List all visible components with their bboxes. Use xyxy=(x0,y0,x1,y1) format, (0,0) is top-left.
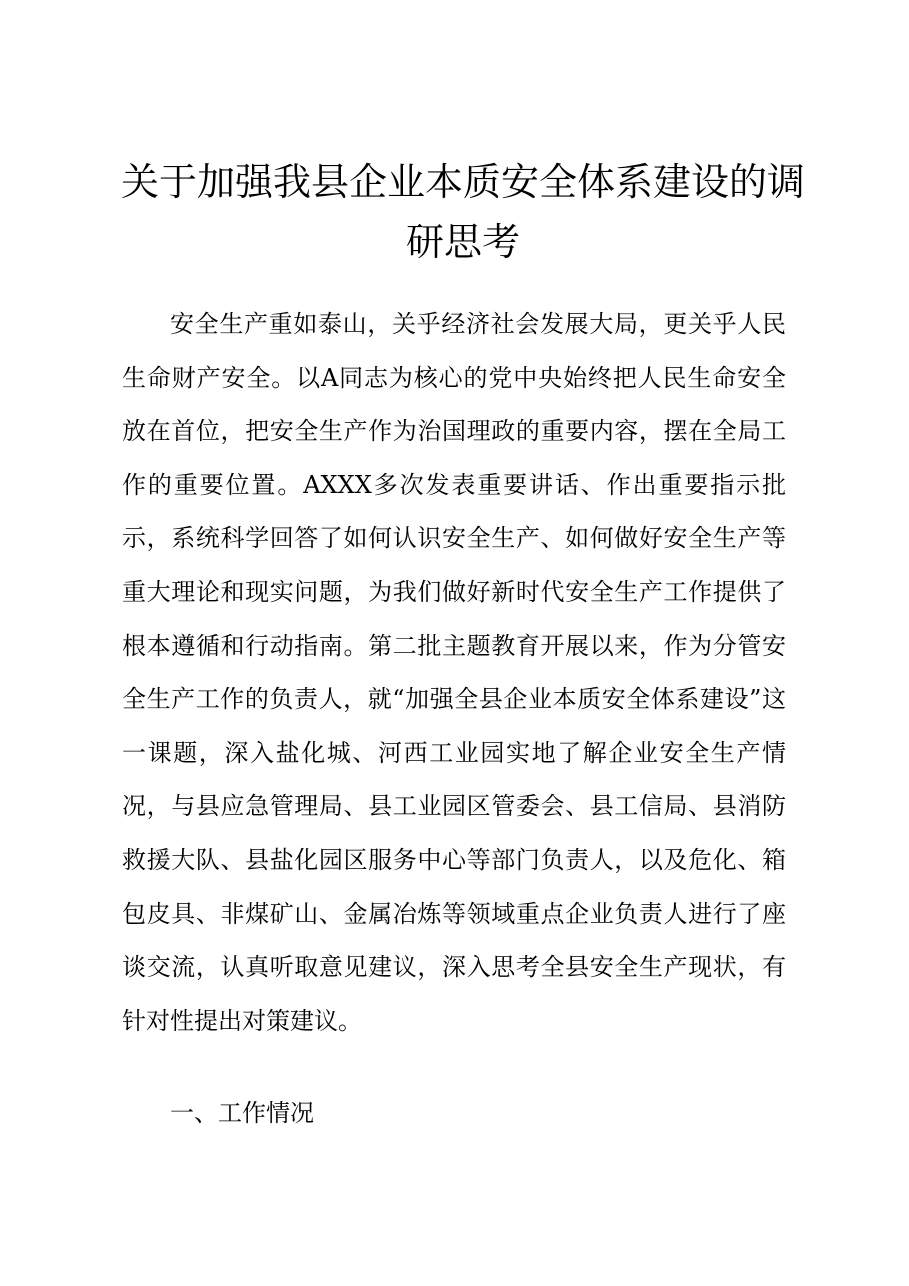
section-heading-work-status: 一、工作情况 xyxy=(170,1099,314,1127)
document-title: 关于加强我县企业本质安全体系建设的调研思考 xyxy=(120,160,805,264)
intro-paragraph: 安全生产重如泰山，关乎经济社会发展大局，更关乎人民生命财产安全。以A同志为核心的党中央始终把人民生命安全放在首位，把安全生产作为治国理政的重要内容，摆在全局工作的重要位置。AXXX多次发表重要讲话、作出重要指示批示，系统科学回答了如何认识安全生产、如何做好安全生产等重大理论和现实问题，为我们做好新时代安全生产工作提供了根本遵循和行动指南。第二批主题教育开展以来，作为分管安全生产工作的负责人，就“加强全县企业本质安全体系建设”这一课题，深入盐化城、河西工业园实地了解企业安全生产情况，与县应急管理局、县工业园区管委会、县工信局、县消防救援大队、县盐化园区服务中心等部门负责人，以及危化、箱包皮具、非煤矿山、金属冶炼等领域重点企业负责人进行了座谈交流，认真听取意见建议，深入思考全县安全生产现状，有针对性提出对策建议。 xyxy=(122,310,786,1035)
